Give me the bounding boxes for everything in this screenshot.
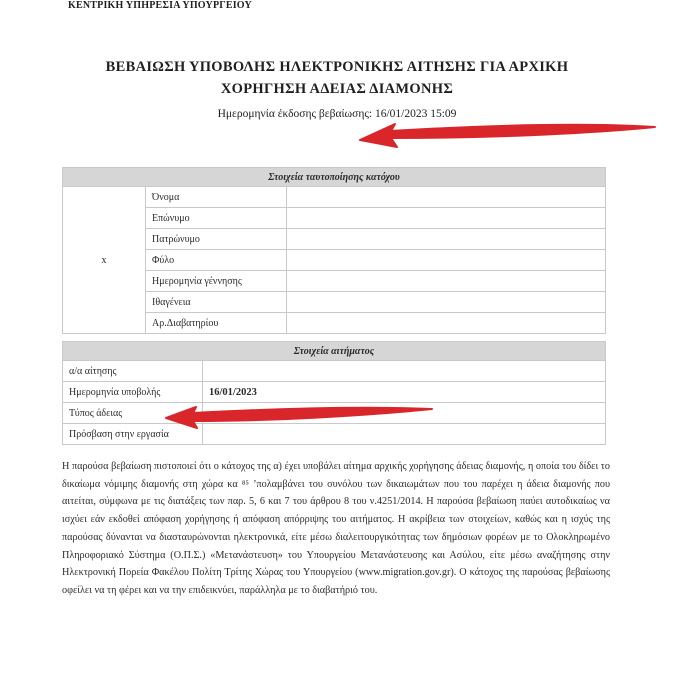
field-value <box>203 361 606 382</box>
field-label: Αρ.Διαβατηρίου <box>146 313 287 334</box>
field-value <box>287 208 606 229</box>
application-section-heading: Στοιχεία αιτήματος <box>63 342 606 361</box>
field-value <box>287 187 606 208</box>
body-paragraph: Η παρούσα βεβαίωση πιστοποιεί ότι ο κάτοχος της α) έχει υποβάλει αίτημα αρχικής χορήγησης άδειας διαμονής, η οποία του δίδει το δικαίωμα νόμιμης διαμονής στη χώρα κα ⁸⁵ ʼπολαμβάνει του συνόλου των δικαιωμάτων που του παρέχει η άδεια διαμονής που αιτείται, σύμφωνα με τις διατάξεις των παρ. 5, 6 και 7 του άρθρου 8 του ν.4251/2014. Η παρούσα βεβαίωση παύει αυτοδικαίως να ισχύει εάν εκδοθεί απόφαση χορήγησης ή απόφαση απόρριψης του αιτήματος. Η ακρίβεια των στοιχείων, καθώς και η ισχύς της παρούσας δύνανται να διασταυρώνονται ηλεκτρονικά, είτε μέσω διαλειτουργικότητας των δημόσιων φορέων με το Ολοκληρωμένο Πληροφοριακό Σύστημα (Ο.Π.Σ.) «Μετανάστευση» του Υπουργείου Μετανάστευσης και Ασύλου, είτε μέσω αναζήτησης στην Ηλεκτρονική Πορεία Φακέλου Πολίτη Τρίτης Χώρας του Υπουργείου (www.migration.gov.gr). Ο κάτοχος της παρούσας βεβαίωσης οφείλει να τη φέρει και να την επιδεικνύει, παράλληλα με το διαβατήριό του. <box>62 461 610 596</box>
table-row <box>63 361 606 382</box>
holder-table <box>62 167 606 334</box>
field-value <box>287 271 606 292</box>
field-value: 16/01/2023 <box>203 382 606 403</box>
field-value <box>203 424 606 445</box>
field-label: Ημερομηνία γέννησης <box>146 271 287 292</box>
title-line-1: ΒΕΒΑΙΩΣΗ ΥΠΟΒΟΛΗΣ ΗΛΕΚΤΡΟΝΙΚΗΣ ΑΙΤΗΣΗΣ ΓΙΑ ΑΡΧΙΚΗ <box>105 59 569 75</box>
field-label: Ιθαγένεια <box>146 292 287 313</box>
field-label: Ημερομηνία υποβολής <box>63 382 203 403</box>
field-value <box>287 313 606 334</box>
document-title <box>40 56 634 100</box>
field-value <box>287 292 606 313</box>
field-label: Πρόσβαση στην εργασία <box>63 424 203 445</box>
field-value <box>203 403 606 424</box>
table-row <box>63 403 606 424</box>
field-label: Φύλο <box>146 250 287 271</box>
holder-table-header-row <box>63 168 606 187</box>
table-row <box>63 424 606 445</box>
agency-name: ΚΕΝΤΡΙΚΗ ΥΠΗΡΕΣΙΑ ΥΠΟΥΡΓΕΙΟΥ <box>68 0 252 11</box>
field-label: Τύπος άδειας <box>63 403 203 424</box>
application-table <box>62 341 606 445</box>
photo-placeholder: x <box>63 187 146 334</box>
red-arrow-top-shape <box>360 124 655 147</box>
field-label: α/α αίτησης <box>63 361 203 382</box>
title-line-2: ΧΟΡΗΓΗΣΗ ΑΔΕΙΑΣ ΔΙΑΜΟΝΗΣ <box>220 81 454 97</box>
table-row <box>63 382 606 403</box>
issue-date: Ημερομηνία έκδοσης βεβαίωσης: 16/01/2023 15:09 <box>217 108 457 120</box>
field-value <box>287 229 606 250</box>
field-label: Επώνυμο <box>146 208 287 229</box>
application-table-header-row <box>63 342 606 361</box>
field-label: Όνομα <box>146 187 287 208</box>
holder-section-heading: Στοιχεία ταυτοποίησης κατόχου <box>63 168 606 187</box>
field-value <box>287 250 606 271</box>
field-label: Πατρώνυμο <box>146 229 287 250</box>
table-row <box>63 187 606 208</box>
